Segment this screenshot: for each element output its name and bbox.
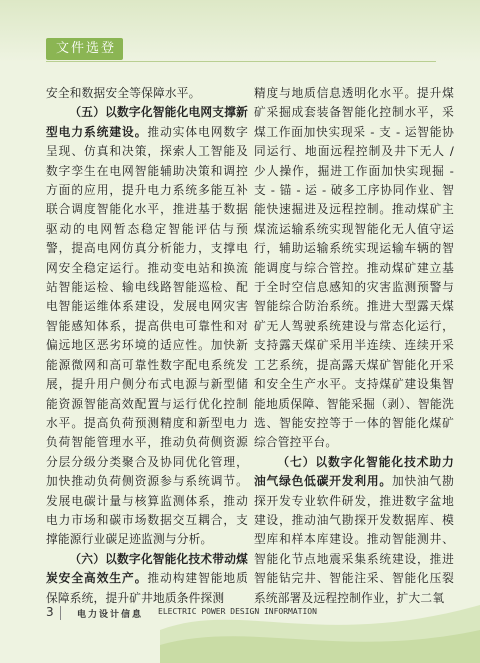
- left-paragraph-1: 安全和数据安全等保障水平。: [46, 86, 201, 100]
- page-number: 3: [46, 605, 54, 619]
- section-heading-5: （五）以数字化智能化电网支撑新型电力系统建设。: [46, 105, 248, 139]
- section-body-6: 推动构建智能地质保障系统，提升矿井地质条件探测: [46, 571, 248, 605]
- left-column: [46, 84, 248, 608]
- section-body-7: 加快油气勘探开发专业软件研发，推进数字盆地建设，推动油气勘探开发数据库、模型库和样本库建设。推动智能测井、智能化节点地震采集系统建设，推进智能钻完井、智能注采、智能化压裂系统部署及远程控制作业，扩大二氧: [254, 474, 454, 605]
- journal-name-en: ELECTRIC POWER DESIGN INFORMATION: [158, 607, 317, 616]
- section-label: 文件选登: [56, 41, 117, 56]
- right-column: [254, 84, 454, 608]
- section-heading-6: （六）以数字化智能化技术带动煤炭安全高效生产。: [46, 551, 248, 586]
- section-heading-7: （七）以数字化智能化技术助力油气绿色低碳开发利用。: [254, 454, 454, 489]
- section-body-5: 推动实体电网数字呈现、仿真和决策，探索人工智能及数字孪生在电网智能辅助决策和调控方面的应用，提升电力系统多能互补联合调度智能化水平，推进基于数据驱动的电网暂态稳定智能评估与预警，提高电网仿真分析能力，支撑电网安全稳定运行。推动变电站和换流站智能运检、输电线路智能巡检、配电智能运维体系建设，发展电网灾害智能感知体系，提高供电可靠性和对偏远地区恶劣环境的适应性。加快新能源微网和高可靠性数字配电系统发展，提升用户侧分布式电源与新型储能资源智能高效配置与运行优化控制水平。提高负荷预测精度和新型电力负荷智能管理水平，推动负荷侧资源分层分级分类聚合及协同优化管理，加快推动负荷侧资源参与系统调节。发展电碳计量与核算监测体系，推动电力市场和碳市场数据交互耦合，支撑能源行业碳足迹监测与分析。: [46, 124, 248, 547]
- left-paragraph-2: [46, 103, 248, 549]
- header-divider: [46, 61, 436, 62]
- footer-divider: [60, 606, 61, 620]
- journal-name-cn: 电力设计信息: [77, 610, 144, 620]
- right-paragraph-1: 精度与地质信息透明化水平。提升煤矿采掘成套装备智能化控制水平，采煤工作面加快实现采 - 支 - 运智能协同运行、地面远程控制及井下无人 / 少人操作，掘进工作面加快实现掘 - 支 - 锚 - 运 - 破多工序协同作业、智能快速掘进及远程控制。推动煤矿主煤流运输系统实现智能化无人值守运行，辅助运输系统实现运输车辆的智能调度与综合管控。推动煤矿建立基于全时空信息感知的灾害监测预警与智能综合防治系统。推进大型露天煤矿无人驾驶系统建设与常态化运行，支持露天煤矿采用半连续、连续开采工艺系统，提高露天煤矿智能化开采和安全生产水平。支持煤矿建设集智能地质保障、智能采掘（剥）、智能洗选、智能安控等于一体的智能化煤矿综合管控平台。: [254, 86, 454, 450]
